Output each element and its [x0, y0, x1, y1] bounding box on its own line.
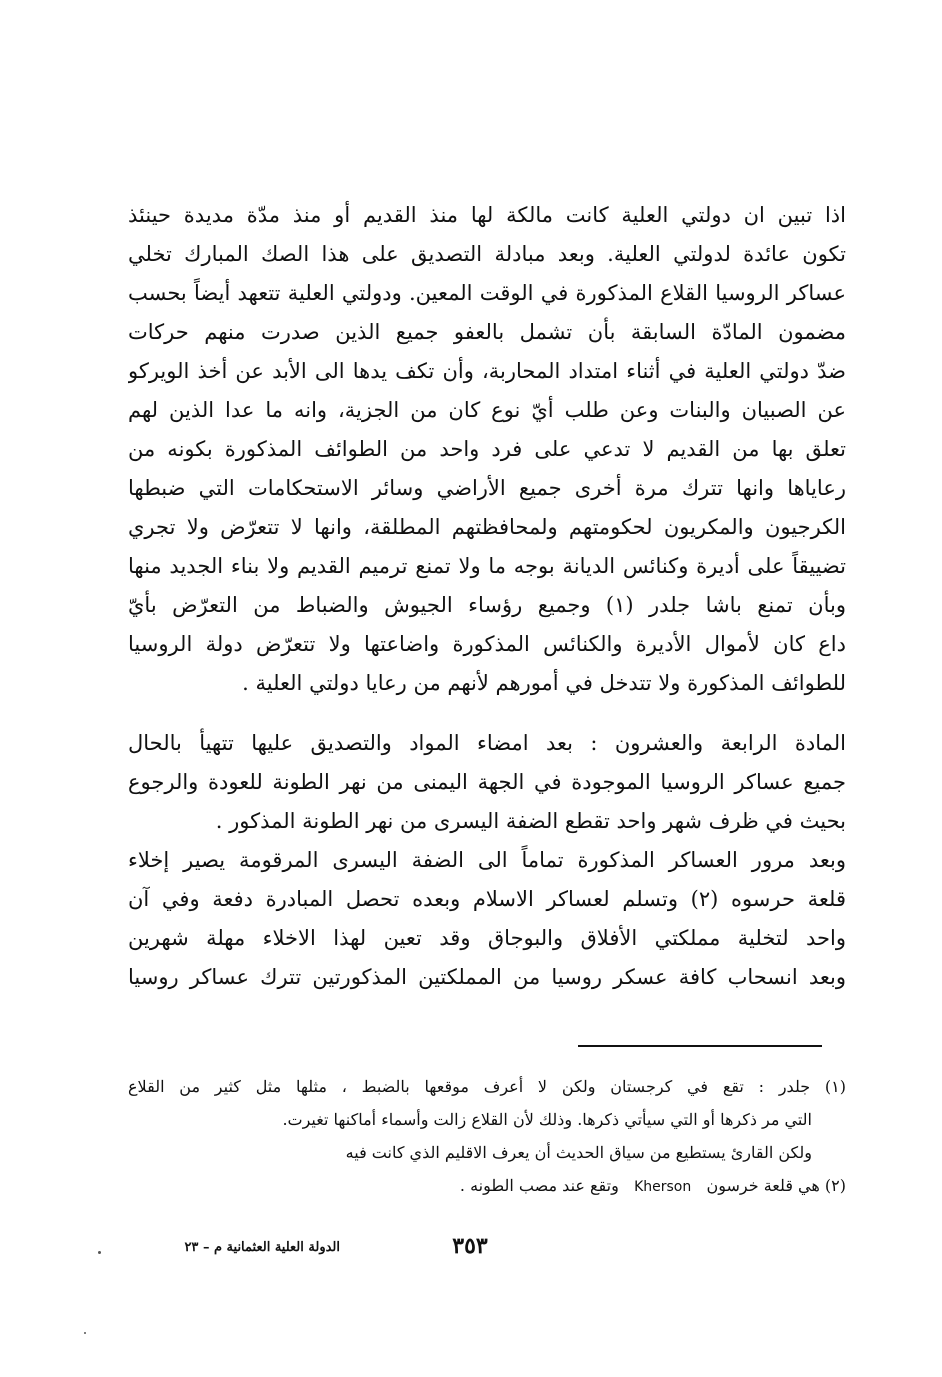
text-line: وبأن تمنع باشا جلدر (١) وجميع رؤساء الجيوش والضباط من التعرّض بأيّ — [128, 593, 846, 617]
text-line: تعلق بها من القديم لا تدعي على فرد واحد من الطوائف المذكورة بكونه من — [128, 437, 846, 461]
text-line: للطوائف المذكورة ولا تتدخل في أمورهم لأنهم من رعايا دولتي العلية . — [242, 671, 846, 695]
page-number: ٣٥٣ — [452, 1233, 488, 1259]
text-line: وبعد انسحاب كافة عسكر روسيا من المملكتين المذكورتين تترك عساكر روسيا — [128, 965, 846, 989]
paragraph-2 — [128, 724, 846, 997]
text-line: مضمون المادّة السابقة بأن تشمل بالعفو جميع الذين صدرت منهم حركات — [128, 320, 846, 344]
running-footer: الدولة العلية العثمانية م – ٢٣ — [184, 1240, 340, 1255]
footnote-2-text-after: وتقع عند مصب الطونه . — [459, 1176, 619, 1195]
text-line: الكرجيون والمكريون لحكومتهم ولمحافظتهم المطلقة، وانها لا تتعرّض ولا تجري — [128, 515, 846, 539]
text-line: المادة الرابعة والعشرون : بعد امضاء المواد والتصديق عليها تتهيأ بالحال — [128, 731, 846, 755]
text-line: وبعد مرور العساكر المذكورة تماماً الى الضفة اليسرى المرقومة يصير إخلاء — [128, 848, 846, 872]
text-line: عساكر الروسيا القلاع المذكورة في الوقت المعين. ودولتي العلية تتعهد أيضاً بحسب — [128, 281, 846, 305]
footnote-1-line: التي مر ذكرها أو التي سيأتي ذكرها. وذلك لأن القلاع زالت وأسماء أماكنها تغيرت. — [282, 1110, 812, 1129]
footnote-1-line: ولكن القارئ يستطيع من سياق الحديث أن يعرف الاقليم الذي كانت فيه — [345, 1143, 812, 1162]
text-line: ضدّ دولتي العلية في أثناء امتداد المحاربة، وأن تكف يدها الى الأبد عن أخذ الويركو — [128, 359, 846, 383]
text-line: تكون عائدة لدولتي العلية. وبعد مبادلة التصديق على هذا الصك المبارك تخلي — [128, 242, 846, 266]
text-line: اذا تبين ان دولتي العلية كانت مالكة لها منذ القديم أو منذ مدّة مديدة حينئذ — [128, 203, 846, 227]
footnote-2-latin-name: Kherson — [634, 1179, 692, 1195]
scan-speck — [84, 1332, 86, 1334]
text-line: تضييقاً على أديرة وكنائس الديانة بوجه ما ولا تمنع ترميم القديم ولا بناء الجديد منها — [128, 554, 846, 578]
text-line: داع كان لأموال الأديرة والكنائس المذكورة واضاعتها ولا تتعرّض دولة الروسيا — [128, 632, 846, 656]
text-line: عن الصبيان والبنات وعن طلب أيّ نوع كان من الجزية، وانه ما عدا الذين لهم — [128, 398, 846, 422]
scan-speck — [98, 1251, 101, 1254]
text-line: قلعة حرسوه (٢) وتسلم لعساكر الاسلام وبعده تحصل المبادرة دفعة وفي آن — [128, 887, 846, 911]
footnote-2-text-before: (٢) هي قلعة خرسون — [706, 1176, 846, 1195]
text-line: رعاياها وانها تترك مرة أخرى جميع الأراضي وسائر الاستحكامات التي ضبطها — [128, 476, 846, 500]
text-line: بحيث في ظرف شهر واحد تقطع الضفة اليسرى من نهر الطونة المذكور . — [215, 809, 846, 833]
text-line: واحد لتخلية مملكتي الأفلاق والبوجاق وقد تعين لهذا الاخلاء مهلة شهرين — [128, 926, 846, 950]
footnote-1-line: (١) جلدر : تقع في كرجستان ولكن لا أعرف موقعها بالضبط ، مثلها مثل كثير من القلاع — [128, 1077, 846, 1096]
text-line: جميع عساكر الروسيا الموجودة في الجهة اليمنى من نهر الطونة للعودة والرجوع — [128, 770, 846, 794]
footnote-separator — [578, 1045, 822, 1047]
paragraph-1 — [128, 196, 846, 703]
footnote-2 — [128, 1169, 846, 1202]
footnotes — [128, 1070, 846, 1202]
